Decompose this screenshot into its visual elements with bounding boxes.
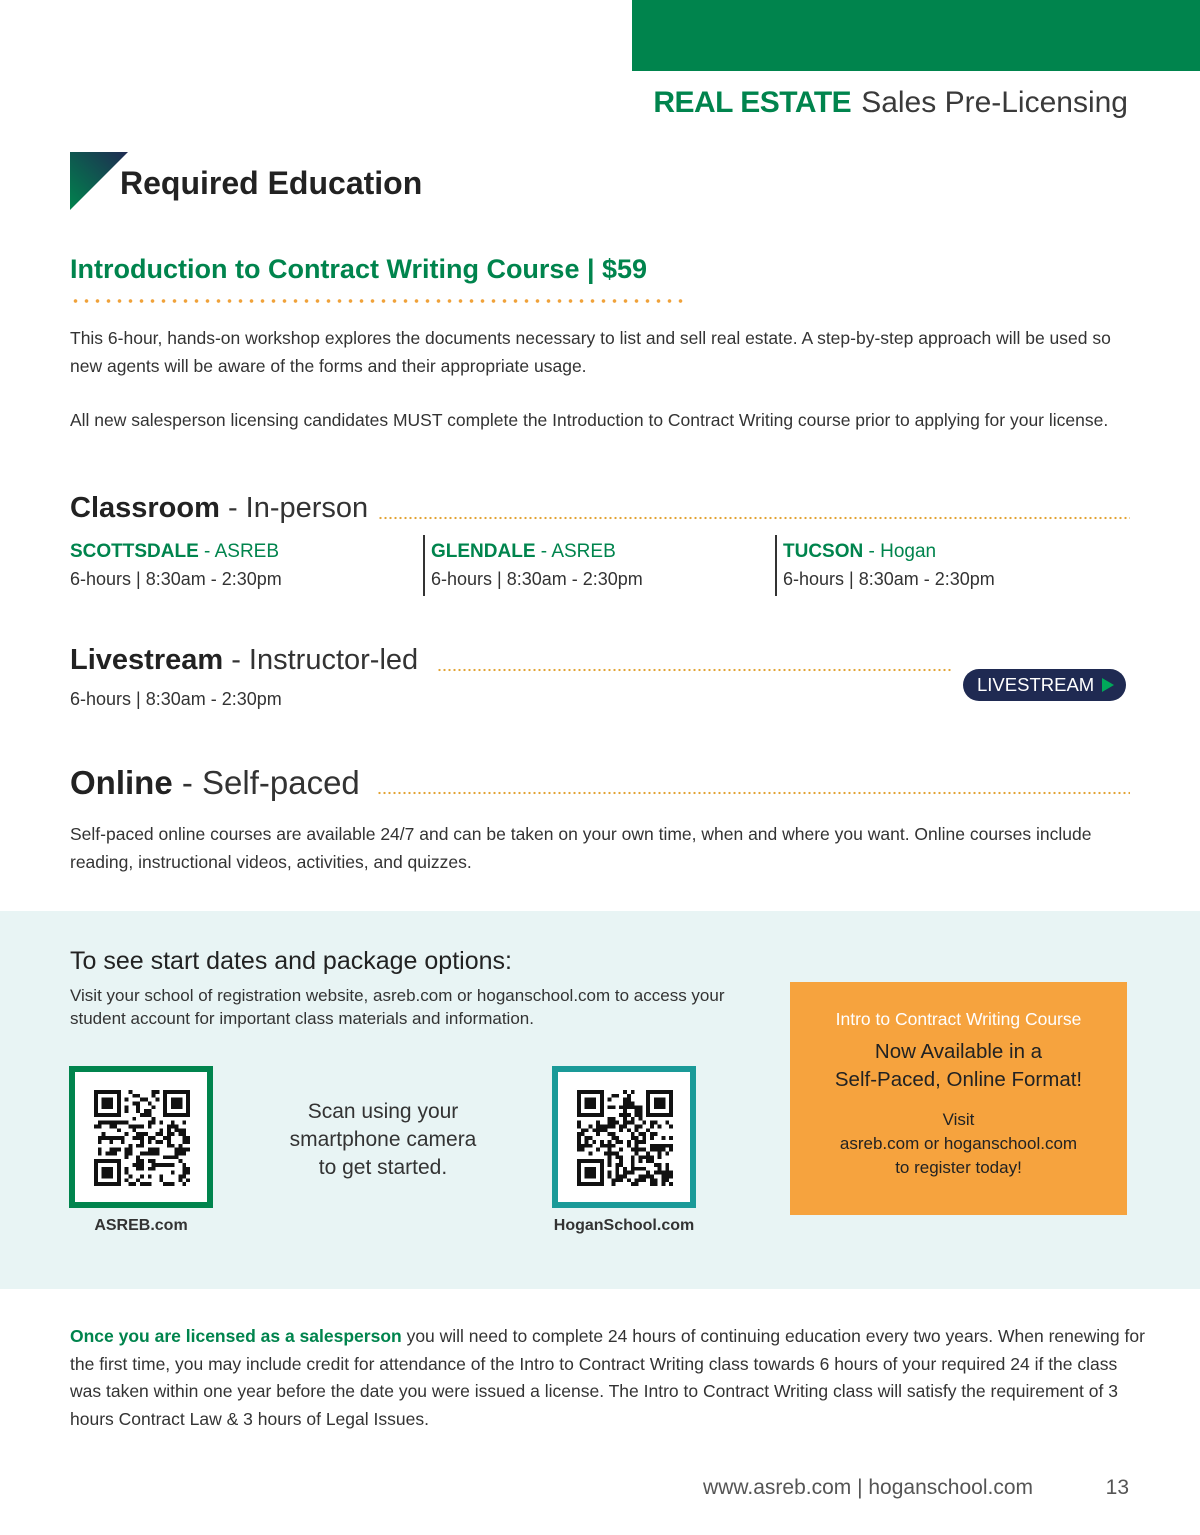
online-heading	[70, 764, 360, 802]
vertical-divider	[423, 535, 425, 596]
location-time: 6-hours | 8:30am - 2:30pm	[431, 569, 643, 589]
livestream-button[interactable]	[963, 669, 1126, 701]
online-description: Self-paced online courses are available 24/7 and can be taken on your own time, when and where you want. Online courses include reading, instructional videos, activities, and quizzes.	[70, 824, 1092, 872]
promo-course: Intro to Contract Writing Course	[835, 1009, 1082, 1029]
online-sub: - Self-paced	[172, 764, 360, 801]
note-body: you will need to complete 24 hours of continuing education every two years. When renewing for the first time, you may include credit for attendance of the Intro to Contract Writing class towards 6 hours of your required 24 if the class was taken within one year before the date you were issued a license. The Intro to Contract Writing class will satisfy the requirement of 3 hours Contract Law & 3 hours of Legal Issues.	[70, 1326, 1145, 1429]
band-description: Visit your school of registration website, asreb.com or hoganschool.com to access your student account for important class materials and information.	[70, 986, 725, 1028]
continuing-education-note	[70, 1323, 1150, 1433]
scan-line: smartphone camera	[289, 1128, 477, 1151]
livestream-button-label: LIVESTREAM	[977, 674, 1095, 695]
livestream-sub: - Instructor-led	[223, 644, 419, 676]
play-icon	[1102, 678, 1114, 692]
qr-code-asreb[interactable]	[69, 1066, 213, 1208]
promo-headline: Self-Paced, Online Format!	[834, 1068, 1083, 1091]
location-school: - ASREB	[535, 541, 616, 562]
header-bold: REAL ESTATE	[653, 86, 852, 119]
course-description: This 6-hour, hands-on workshop explores the documents necessary to list and sell real estate. A step-by-step approach will be used so new agents will be aware of the forms and their appropriate usage.	[70, 328, 1111, 376]
location-name: SCOTTSDALE	[70, 541, 199, 562]
top-green-bar	[632, 0, 1200, 71]
classroom-heading	[70, 492, 368, 525]
scan-line: Scan using your	[307, 1100, 459, 1123]
location-glendale	[431, 541, 643, 590]
dotted-leader	[378, 516, 1130, 520]
location-name: GLENDALE	[431, 541, 536, 562]
footer-sites: www.asreb.com | hoganschool.com	[703, 1476, 1033, 1499]
location-name: TUCSON	[783, 541, 864, 562]
livestream-time: 6-hours | 8:30am - 2:30pm	[70, 689, 282, 709]
promo-box	[790, 982, 1127, 1215]
scan-line: to get started.	[318, 1156, 448, 1179]
livestream-heading	[70, 644, 418, 677]
location-time: 6-hours | 8:30am - 2:30pm	[70, 569, 282, 589]
location-school: - Hogan	[863, 541, 937, 562]
course-title: Introduction to Contract Writing Course | $59	[70, 254, 648, 284]
dotted-divider	[70, 298, 686, 304]
section-title: Required Education	[120, 165, 423, 201]
dotted-leader	[377, 791, 1130, 795]
note-lead: Once you are licensed as a salesperson	[70, 1326, 402, 1346]
dotted-leader	[437, 668, 953, 672]
header-regular: Sales Pre-Licensing	[861, 86, 1128, 119]
qr-code-icon	[94, 1090, 190, 1186]
classroom-sub: - In-person	[219, 492, 369, 524]
scan-instructions	[263, 1098, 503, 1182]
band-title: To see start dates and package options:	[70, 947, 512, 975]
classroom-label: Classroom	[70, 492, 220, 524]
qr-label-hogan: HoganSchool.com	[553, 1217, 695, 1234]
promo-cta: to register today!	[895, 1158, 1022, 1177]
qr-code-icon	[577, 1090, 673, 1186]
online-label: Online	[70, 764, 173, 801]
location-time: 6-hours | 8:30am - 2:30pm	[783, 569, 995, 589]
qr-label-asreb: ASREB.com	[94, 1217, 188, 1234]
location-tucson	[783, 541, 995, 590]
location-school: - ASREB	[198, 541, 280, 562]
livestream-label: Livestream	[70, 644, 224, 676]
page-number: 13	[1105, 1476, 1129, 1499]
page-header	[653, 86, 1128, 120]
location-scottsdale	[70, 541, 282, 590]
vertical-divider	[775, 535, 777, 596]
promo-cta: Visit	[942, 1110, 975, 1129]
course-requirement: All new salesperson licensing candidates MUST complete the Introduction to Contract Writing course prior to applying for your license.	[70, 410, 1109, 430]
promo-cta: asreb.com or hoganschool.com	[839, 1134, 1078, 1153]
promo-headline: Now Available in a	[874, 1040, 1043, 1063]
qr-code-hogan[interactable]	[552, 1066, 696, 1208]
